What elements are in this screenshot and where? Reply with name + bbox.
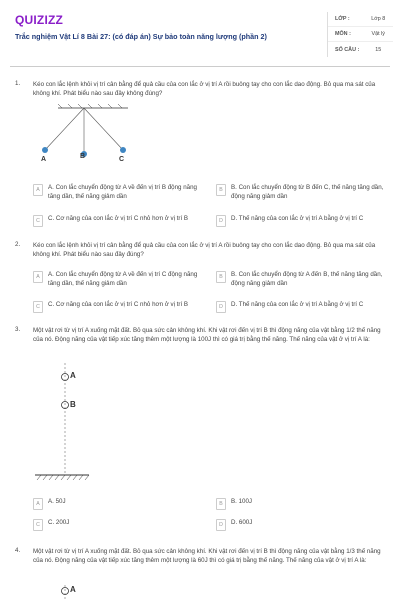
option-text: A. Con lắc chuyển động từ A về đến vị trí C động năng tăng dần, thế năng giảm dần (48, 271, 198, 287)
document-title: Trắc nghiệm Vật Lí 8 Bài 27: (có đáp án) Sự bảo toàn năng lượng (phần 2) (15, 32, 267, 41)
question-text: Một vật rơi từ vị trí A xuống mặt đất. Bỏ qua sức cản không khí. Khi vật rơi đến vị trí B thì động năng của vật bằng 1/3 thế năng của nó. Động năng của vật tiếp xúc tăng thêm một lượng là 60J thì có giá trị bằng thế năng. Thế năng của vật ở vị trí A là: (33, 548, 381, 564)
falling-object-figure (33, 360, 93, 485)
option-text: C. 200J (48, 519, 70, 526)
option-box[interactable]: C (33, 519, 43, 531)
meta-value-count: 15 (375, 46, 382, 53)
meta-value-subject: Vật lý (371, 31, 385, 37)
option-d[interactable] (216, 301, 392, 313)
figure-label-c: C (119, 156, 125, 163)
question-text: Kéo con lắc lệnh khỏi vị trí cân bằng để quả cầu của con lắc ở vị trí A rồi buông tay cho con lắc dao động. Bỏ qua ma sát của không khí. Phát biểu nào sau đây đúng? (33, 242, 376, 258)
figure-label-b: B (70, 400, 76, 409)
meta-row-count (328, 42, 393, 57)
option-a[interactable] (33, 271, 208, 288)
meta-value-class: Lớp 8 (371, 16, 386, 22)
option-box[interactable]: A (33, 184, 43, 196)
option-box[interactable]: C (33, 301, 43, 313)
option-text: B. 100J (231, 498, 252, 505)
option-box[interactable]: D (216, 301, 226, 313)
option-box[interactable]: B (216, 498, 226, 510)
option-text: C. Cơ năng của con lắc ở vị trí C nhỏ hơn ở vị trí B (48, 301, 189, 308)
falling-object-figure (33, 583, 93, 600)
option-box[interactable]: D (216, 215, 226, 227)
page-header (0, 0, 400, 62)
option-c[interactable] (33, 519, 208, 531)
option-text: A. 50J (48, 498, 66, 505)
meta-row-class (328, 12, 393, 27)
figure-label-a: A (41, 156, 47, 163)
figure-label-a: A (70, 371, 76, 380)
option-a[interactable] (33, 498, 208, 510)
option-box[interactable]: B (216, 271, 226, 283)
option-d[interactable] (216, 215, 392, 227)
pendulum-figure (28, 104, 148, 164)
meta-label-class: LỚP : (335, 16, 350, 22)
option-text: B. Con lắc chuyển động từ B đến C, thế năng tăng dần, động năng giảm dần (231, 184, 384, 200)
option-box[interactable]: D (216, 519, 226, 531)
option-text: B. Con lắc chuyển động từ A đến B, thế năng tăng dần, động năng giảm dần (231, 271, 383, 287)
option-box[interactable]: B (216, 184, 226, 196)
question-number: 4. (15, 547, 21, 554)
meta-info-box (327, 12, 393, 57)
quizizz-logo: QUIZIZZ (15, 13, 64, 27)
option-text: A. Con lắc chuyển động từ A về đến vị trí B động năng tăng dần, thế năng giảm dần (48, 184, 197, 200)
option-text: C. Cơ năng của con lắc ở vị trí C nhỏ hơn ở vị trí B (48, 215, 189, 222)
question-number: 3. (15, 326, 21, 333)
header-divider (10, 66, 390, 67)
figure-label-a: A (70, 585, 76, 594)
meta-row-subject (328, 27, 393, 42)
question-number: 2. (15, 241, 21, 248)
option-text: D. 600J (231, 519, 253, 526)
option-box[interactable]: A (33, 271, 43, 283)
option-a[interactable] (33, 184, 208, 201)
option-text: D. Thế năng của con lắc ở vị trí A bằng ở vị trí C (231, 215, 364, 222)
question-number: 1. (15, 80, 21, 87)
option-box[interactable]: A (33, 498, 43, 510)
option-b[interactable] (216, 498, 392, 510)
question-text: Một vật rơi từ vị trí A xuống mặt đất. Bỏ qua sức cản không khí. Khi vật rơi đến vị trí B thì động năng của vật bằng 1/2 thế năng của nó. Động năng của vật tiếp xúc tăng thêm một lượng là 100J thì có giá trị bằng thế năng. Thế năng của vật ở vị trí A là: (33, 327, 381, 343)
option-d[interactable] (216, 519, 392, 531)
option-c[interactable] (33, 301, 208, 313)
option-b[interactable] (216, 184, 392, 201)
option-c[interactable] (33, 215, 208, 227)
meta-label-count: SỐ CÂU : (335, 46, 360, 53)
figure-label-b: B (80, 153, 86, 160)
option-box[interactable]: C (33, 215, 43, 227)
option-text: D. Thế năng của con lắc ở vị trí A bằng ở vị trí C (231, 301, 364, 308)
meta-label-subject: MÔN : (335, 31, 351, 37)
question-text: Kéo con lắc lệnh khỏi vị trí cân bằng để quả cầu của con lắc ở vị trí A rồi buông tay cho con lắc dao động. Bỏ qua ma sát của không khí. Phát biểu nào sau đây không đúng? (33, 81, 376, 97)
option-b[interactable] (216, 271, 392, 288)
